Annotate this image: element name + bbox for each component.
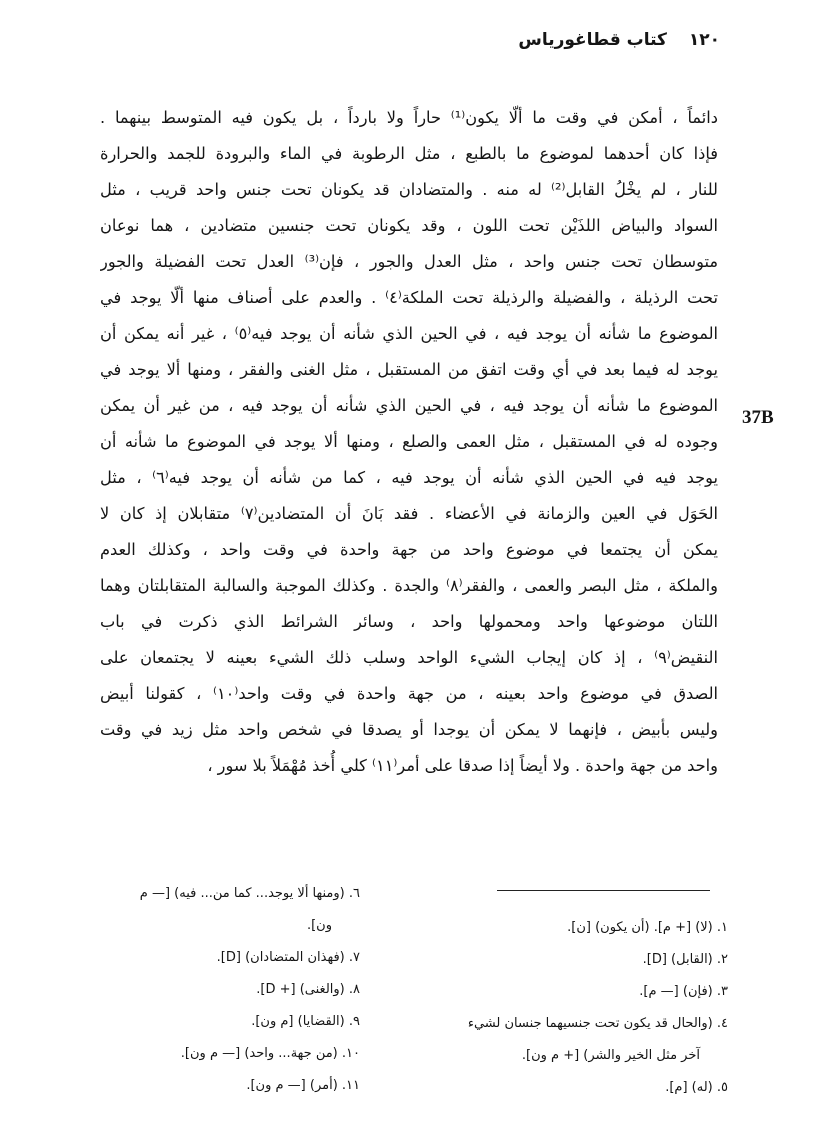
running-header <box>520 30 720 50</box>
main-text <box>100 100 718 784</box>
footnote: ٤. (والحال قد يكون تحت جنسيهما جنسان لشيء <box>467 1016 728 1031</box>
text-line: متوسطان تحت جنس واحد ، مثل العدل والجور ، فإن⁽³⁾ العدل تحت الفضيلة والجور <box>100 252 718 271</box>
footnotes-left-column <box>60 878 360 1108</box>
page-number: ١٢٠ <box>688 30 720 50</box>
footnote: ٣. (فإن) [— م]. <box>639 984 728 999</box>
footnote: ٨. (والغنى) [+ D]. <box>256 982 360 997</box>
text-line: يوجد له فيما بعد في أي وقت اتفق من المستقبل ، مثل الغنى والفقر ، ومنها ألا يوجد في <box>100 360 718 379</box>
text-line: واحد من جهة واحدة . ولا أيضاً إذا صدقا على أمر⁽١١⁾ كلي أُخذ مُهْمَلاً بلا سور ، <box>207 756 718 775</box>
text-line: يمكن أن يجتمعا في موضوع واحد من جهة واحدة في وقت واحد ، وكذلك العدم <box>100 540 718 559</box>
footnotes-right-column <box>430 912 728 1142</box>
text-line: دائماً ، أمكن في وقت ما ألّا يكون⁽¹⁾ حاراً ولا بارداً ، بل يكون فيه المتوسط بينهما . <box>100 108 718 127</box>
footnote-continuation: ون]. <box>306 918 332 933</box>
margin-reference: 37B <box>742 407 774 428</box>
footnote: ٧. (فهذان المتضادان) [D]. <box>216 950 360 965</box>
text-line: الموضوع ما شأنه أن يوجد فيه ، في الحين الذي شأنه أن يوجد فيه⁽٥⁾ ، غير أنه يمكن أن <box>100 324 718 343</box>
text-line: والملكة ، مثل البصر والعمى ، والفقر⁽٨⁾ والجدة . وكذلك الموجبة والسالبة المتقابلتان وهما <box>100 576 718 595</box>
text-line: تحت الرذيلة ، والفضيلة والرذيلة تحت الملكة⁽٤⁾ . والعدم على أصناف منها ألّا يوجد في <box>100 288 718 307</box>
text-line: وليس بأبيض ، فإنهما لا يمكن أن يوجدا أو يصدقا في شخص واحد مثل زيد في وقت <box>100 720 718 739</box>
text-line: السواد والبياض اللذَيْن تحت اللون ، وقد يكونان تحت جنسين متضادين ، هما نوعان <box>100 216 718 235</box>
footnote: ٩. (القضايا) [م ون]. <box>251 1014 360 1029</box>
book-title: كتاب قطاغورياس <box>518 30 667 50</box>
footnote: ٦. (ومنها ألا يوجد... كما من... فيه) [— م <box>139 886 360 901</box>
text-line: للنار ، لم يخْلُ القابل⁽²⁾ له منه . والمتضادان قد يكونان تحت جنس واحد قريب ، مثل <box>100 180 718 199</box>
footnote-continuation: آخر مثل الخير والشر) [+ م ون]. <box>521 1048 700 1063</box>
footnote: ٢. (القابل) [D]. <box>642 952 728 967</box>
text-line: الصدق في موضوع واحد بعينه ، من جهة واحدة في وقت واحد⁽١٠⁾ ، كقولنا أبيض <box>100 684 718 703</box>
footnote: ١٠. (من جهة... واحد) [— م ون]. <box>180 1046 360 1061</box>
text-line: الحَوَل في العين والزمانة في الأعضاء . فقد بَانَ أن المتضادين⁽٧⁾ متقابلان إذ كان لا <box>100 504 718 523</box>
text-line: يوجد فيه في الحين الذي شأنه أن يوجد فيه ، كما من شأنه أن يوجد فيه⁽٦⁾ ، مثل <box>100 468 718 487</box>
footnote-divider <box>497 890 710 891</box>
footnote: ١. (لا) [+ م]. (أن يكون) [ن]. <box>567 920 728 935</box>
text-line: فإذا كان أحدهما لموضوع ما بالطبع ، مثل الرطوبة في الماء والبرودة للجمد والحرارة <box>100 144 718 163</box>
text-line: الموضوع ما شأنه أن يوجد فيه ، في الحين الذي شأنه أن يوجد فيه ، من غير أن يمكن <box>100 396 718 415</box>
text-line: النقيض⁽٩⁾ ، إذ كان إيجاب الشيء الواحد وسلب ذلك الشيء بعينه لا يجتمعان على <box>100 648 718 667</box>
text-line: وجوده له في المستقبل ، مثل العمى والصلع ، ومنها ألا يوجد في الموضوع ما شأنه أن <box>100 432 718 451</box>
footnote: ١١. (أمر) [— م ون]. <box>246 1078 360 1093</box>
footnote: ٥. (له) [م]. <box>665 1080 728 1095</box>
text-line: اللتان موضوعها واحد ومحمولها واحد ، وسائر الشرائط الذي ذكرت في باب <box>100 612 718 631</box>
